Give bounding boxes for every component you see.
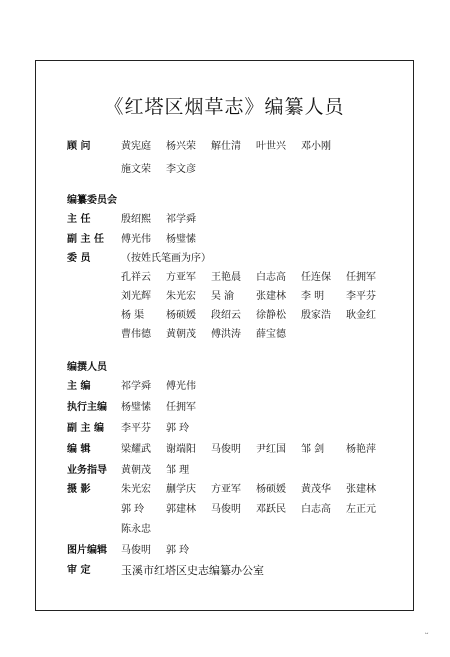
person-name: 傅光伟 <box>166 381 196 392</box>
person-name: 蒯学庆 <box>166 484 196 495</box>
editor-role-label: 编 辑 <box>67 444 91 455</box>
person-name: 梁耀武 <box>121 444 151 455</box>
image-editor-names <box>121 545 211 557</box>
person-name: 杨硕媛 <box>166 310 196 321</box>
person-name: 马俊明 <box>211 504 241 515</box>
editors-heading: 编撰人员 <box>67 362 107 373</box>
person-name: 吴 渝 <box>211 291 235 302</box>
person-name: 殷绍熙 <box>121 214 151 225</box>
person-name: 解仕清 <box>211 141 241 152</box>
person-name: 傅光伟 <box>121 234 151 245</box>
person-name: 杨璧愫 <box>166 234 196 245</box>
person-name: 王艳晨 <box>211 272 241 283</box>
person-name: 郭 玲 <box>166 545 190 556</box>
person-name: 祁学舜 <box>166 214 196 225</box>
person-name: 张建林 <box>346 484 376 495</box>
person-name: 杨 渠 <box>121 310 145 321</box>
person-name: 朱光宏 <box>121 484 151 495</box>
person-name: 李平芬 <box>121 423 151 434</box>
advisors-row-1 <box>121 141 346 153</box>
person-name: 马俊明 <box>121 545 151 556</box>
editor-role-label: 执行主编 <box>67 402 107 413</box>
scan-mark: ᵕ <box>425 630 429 640</box>
page-title: 《红塔区烟草志》编纂人员 <box>104 96 345 118</box>
person-name: 李文彦 <box>166 164 196 175</box>
vice-director-names <box>121 234 211 246</box>
name-row <box>121 291 391 303</box>
person-name: 方亚军 <box>211 484 241 495</box>
review-organization: 玉溪市红塔区史志编纂办公室 <box>121 564 264 577</box>
editor-role-label: 主 编 <box>67 381 91 392</box>
person-name: 陈永忠 <box>121 524 151 535</box>
name-row <box>121 465 211 477</box>
person-name: 孔祥云 <box>121 272 151 283</box>
person-name: 黄朝茂 <box>166 329 196 340</box>
name-row <box>121 329 301 341</box>
person-name: 马俊明 <box>211 444 241 455</box>
person-name: 邓小刚 <box>301 141 331 152</box>
person-name: 曹伟德 <box>121 329 151 340</box>
members-label: 委 员 <box>67 253 91 264</box>
person-name: 耿金红 <box>346 310 376 321</box>
editor-role-label: 副 主 编 <box>67 423 104 434</box>
person-name: 杨艳萍 <box>346 444 376 455</box>
director-label: 主 任 <box>67 214 91 225</box>
person-name: 杨兴荣 <box>166 141 196 152</box>
name-row <box>121 524 166 536</box>
person-name: 殷家浩 <box>301 310 331 321</box>
person-name: 任拥军 <box>346 272 376 283</box>
person-name: 白志高 <box>256 272 286 283</box>
person-name: 张建林 <box>256 291 286 302</box>
person-name: 杨硕媛 <box>256 484 286 495</box>
person-name: 李 明 <box>301 291 325 302</box>
person-name: 邓跃民 <box>256 504 286 515</box>
committee-heading: 编纂委员会 <box>67 195 117 206</box>
person-name: 邹 剑 <box>301 444 325 455</box>
name-row <box>121 444 391 456</box>
person-name: 谢端阳 <box>166 444 196 455</box>
person-name: 郭 玲 <box>121 504 145 515</box>
director-names <box>121 214 211 226</box>
person-name: 杨璧愫 <box>121 402 151 413</box>
person-name: 黄朝茂 <box>121 465 151 476</box>
editor-role-label: 业务指导 <box>67 465 107 476</box>
person-name: 黄宪庭 <box>121 141 151 152</box>
person-name: 刘光辉 <box>121 291 151 302</box>
person-name: 方亚军 <box>166 272 196 283</box>
person-name: 段绍云 <box>211 310 241 321</box>
name-row <box>121 310 391 322</box>
vice-director-label: 副 主 任 <box>67 234 104 245</box>
photo-label: 摄 影 <box>67 484 91 495</box>
person-name: 祁学舜 <box>121 381 151 392</box>
name-row <box>121 272 391 284</box>
person-name: 任连保 <box>301 272 331 283</box>
person-name: 施文荣 <box>121 164 151 175</box>
name-row <box>121 423 211 435</box>
person-name: 徐静松 <box>256 310 286 321</box>
image-editor-label: 图片编辑 <box>67 545 107 556</box>
name-row <box>121 402 211 414</box>
person-name: 薛宝德 <box>256 329 286 340</box>
name-row <box>121 381 211 393</box>
advisors-label: 顾 问 <box>67 141 91 152</box>
person-name: 尹红国 <box>256 444 286 455</box>
person-name: 傅洪涛 <box>211 329 241 340</box>
advisors-row-2 <box>121 164 211 176</box>
person-name: 郭 玲 <box>166 423 190 434</box>
review-label: 审 定 <box>67 565 91 576</box>
name-row <box>121 484 391 496</box>
person-name: 左正元 <box>346 504 376 515</box>
person-name: 白志高 <box>301 504 331 515</box>
members-note: （按姓氏笔画为序） <box>121 253 211 264</box>
person-name: 任拥军 <box>166 402 196 413</box>
name-row <box>121 504 391 516</box>
person-name: 朱光宏 <box>166 291 196 302</box>
person-name: 郭建林 <box>166 504 196 515</box>
person-name: 黄茂华 <box>301 484 331 495</box>
person-name: 叶世兴 <box>256 141 286 152</box>
person-name: 李平芬 <box>346 291 376 302</box>
person-name: 邹 理 <box>166 465 190 476</box>
